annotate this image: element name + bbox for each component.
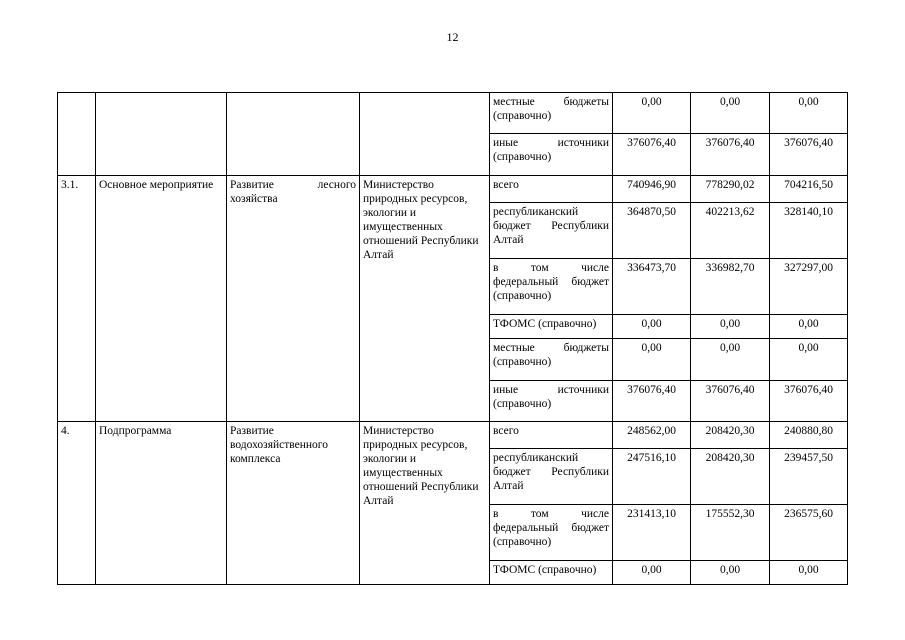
value-cell: 175552,30 [691,505,770,561]
value-cell: 239457,50 [770,449,848,505]
source-cell: иные источники (справочно) [490,381,613,422]
code-cell: 4. [58,422,96,585]
source-cell: в том числе федеральный бюджет (справочно) [490,259,613,315]
value-cell: 0,00 [770,93,848,134]
value-cell: 327297,00 [770,259,848,315]
value-cell: 0,00 [691,561,770,585]
value-cell: 376076,40 [691,381,770,422]
value-cell: 247516,10 [613,449,691,505]
value-cell: 231413,10 [613,505,691,561]
value-cell: 0,00 [770,561,848,585]
value-cell: 402213,62 [691,203,770,259]
value-cell: 704216,50 [770,176,848,203]
value-cell: 376076,40 [770,134,848,176]
type-cell: Подпрограмма [96,422,227,585]
value-cell: 236575,60 [770,505,848,561]
source-cell: ТФОМС (справочно) [490,315,613,339]
source-cell: в том числе федеральный бюджет (справочно) [490,505,613,561]
type-cell [96,93,227,176]
value-cell: 0,00 [613,339,691,381]
value-cell: 0,00 [770,315,848,339]
source-cell: ТФОМС (справочно) [490,561,613,585]
value-cell: 740946,90 [613,176,691,203]
value-cell: 0,00 [613,315,691,339]
value-cell: 376076,40 [770,381,848,422]
executor-cell [360,93,490,176]
executor-cell: Министерство природных ресурсов, экологии и имущественных отношений Республики Алтай [360,176,490,422]
value-cell: 240880,80 [770,422,848,449]
value-cell: 376076,40 [691,134,770,176]
value-cell: 376076,40 [613,381,691,422]
value-cell: 0,00 [770,339,848,381]
source-cell: местные бюджеты (справочно) [490,93,613,134]
value-cell: 208420,30 [691,422,770,449]
source-cell: всего [490,176,613,203]
type-cell: Основное мероприятие [96,176,227,422]
value-cell: 336982,70 [691,259,770,315]
table-row [58,176,848,203]
value-cell: 328140,10 [770,203,848,259]
value-cell: 0,00 [691,315,770,339]
source-cell: республиканский бюджет Республики Алтай [490,203,613,259]
name-cell [227,93,360,176]
value-cell: 376076,40 [613,134,691,176]
table-row [58,93,848,134]
source-cell: местные бюджеты (справочно) [490,339,613,381]
source-cell: всего [490,422,613,449]
value-cell: 778290,02 [691,176,770,203]
value-cell: 0,00 [613,561,691,585]
value-cell: 0,00 [691,339,770,381]
source-cell: иные источники (справочно) [490,134,613,176]
name-cell: Развитие лесного хозяйства [227,176,360,422]
value-cell: 336473,70 [613,259,691,315]
source-cell: республиканский бюджет Республики Алтай [490,449,613,505]
code-cell: 3.1. [58,176,96,422]
name-cell: Развитие водохозяйственного комплекса [227,422,360,585]
budget-table [57,92,848,585]
executor-cell: Министерство природных ресурсов, экологии и имущественных отношений Республики Алтай [360,422,490,585]
value-cell: 0,00 [613,93,691,134]
value-cell: 0,00 [691,93,770,134]
value-cell: 364870,50 [613,203,691,259]
page-number: 12 [446,30,459,44]
table-row [58,422,848,449]
value-cell: 208420,30 [691,449,770,505]
value-cell: 248562,00 [613,422,691,449]
code-cell [58,93,96,176]
